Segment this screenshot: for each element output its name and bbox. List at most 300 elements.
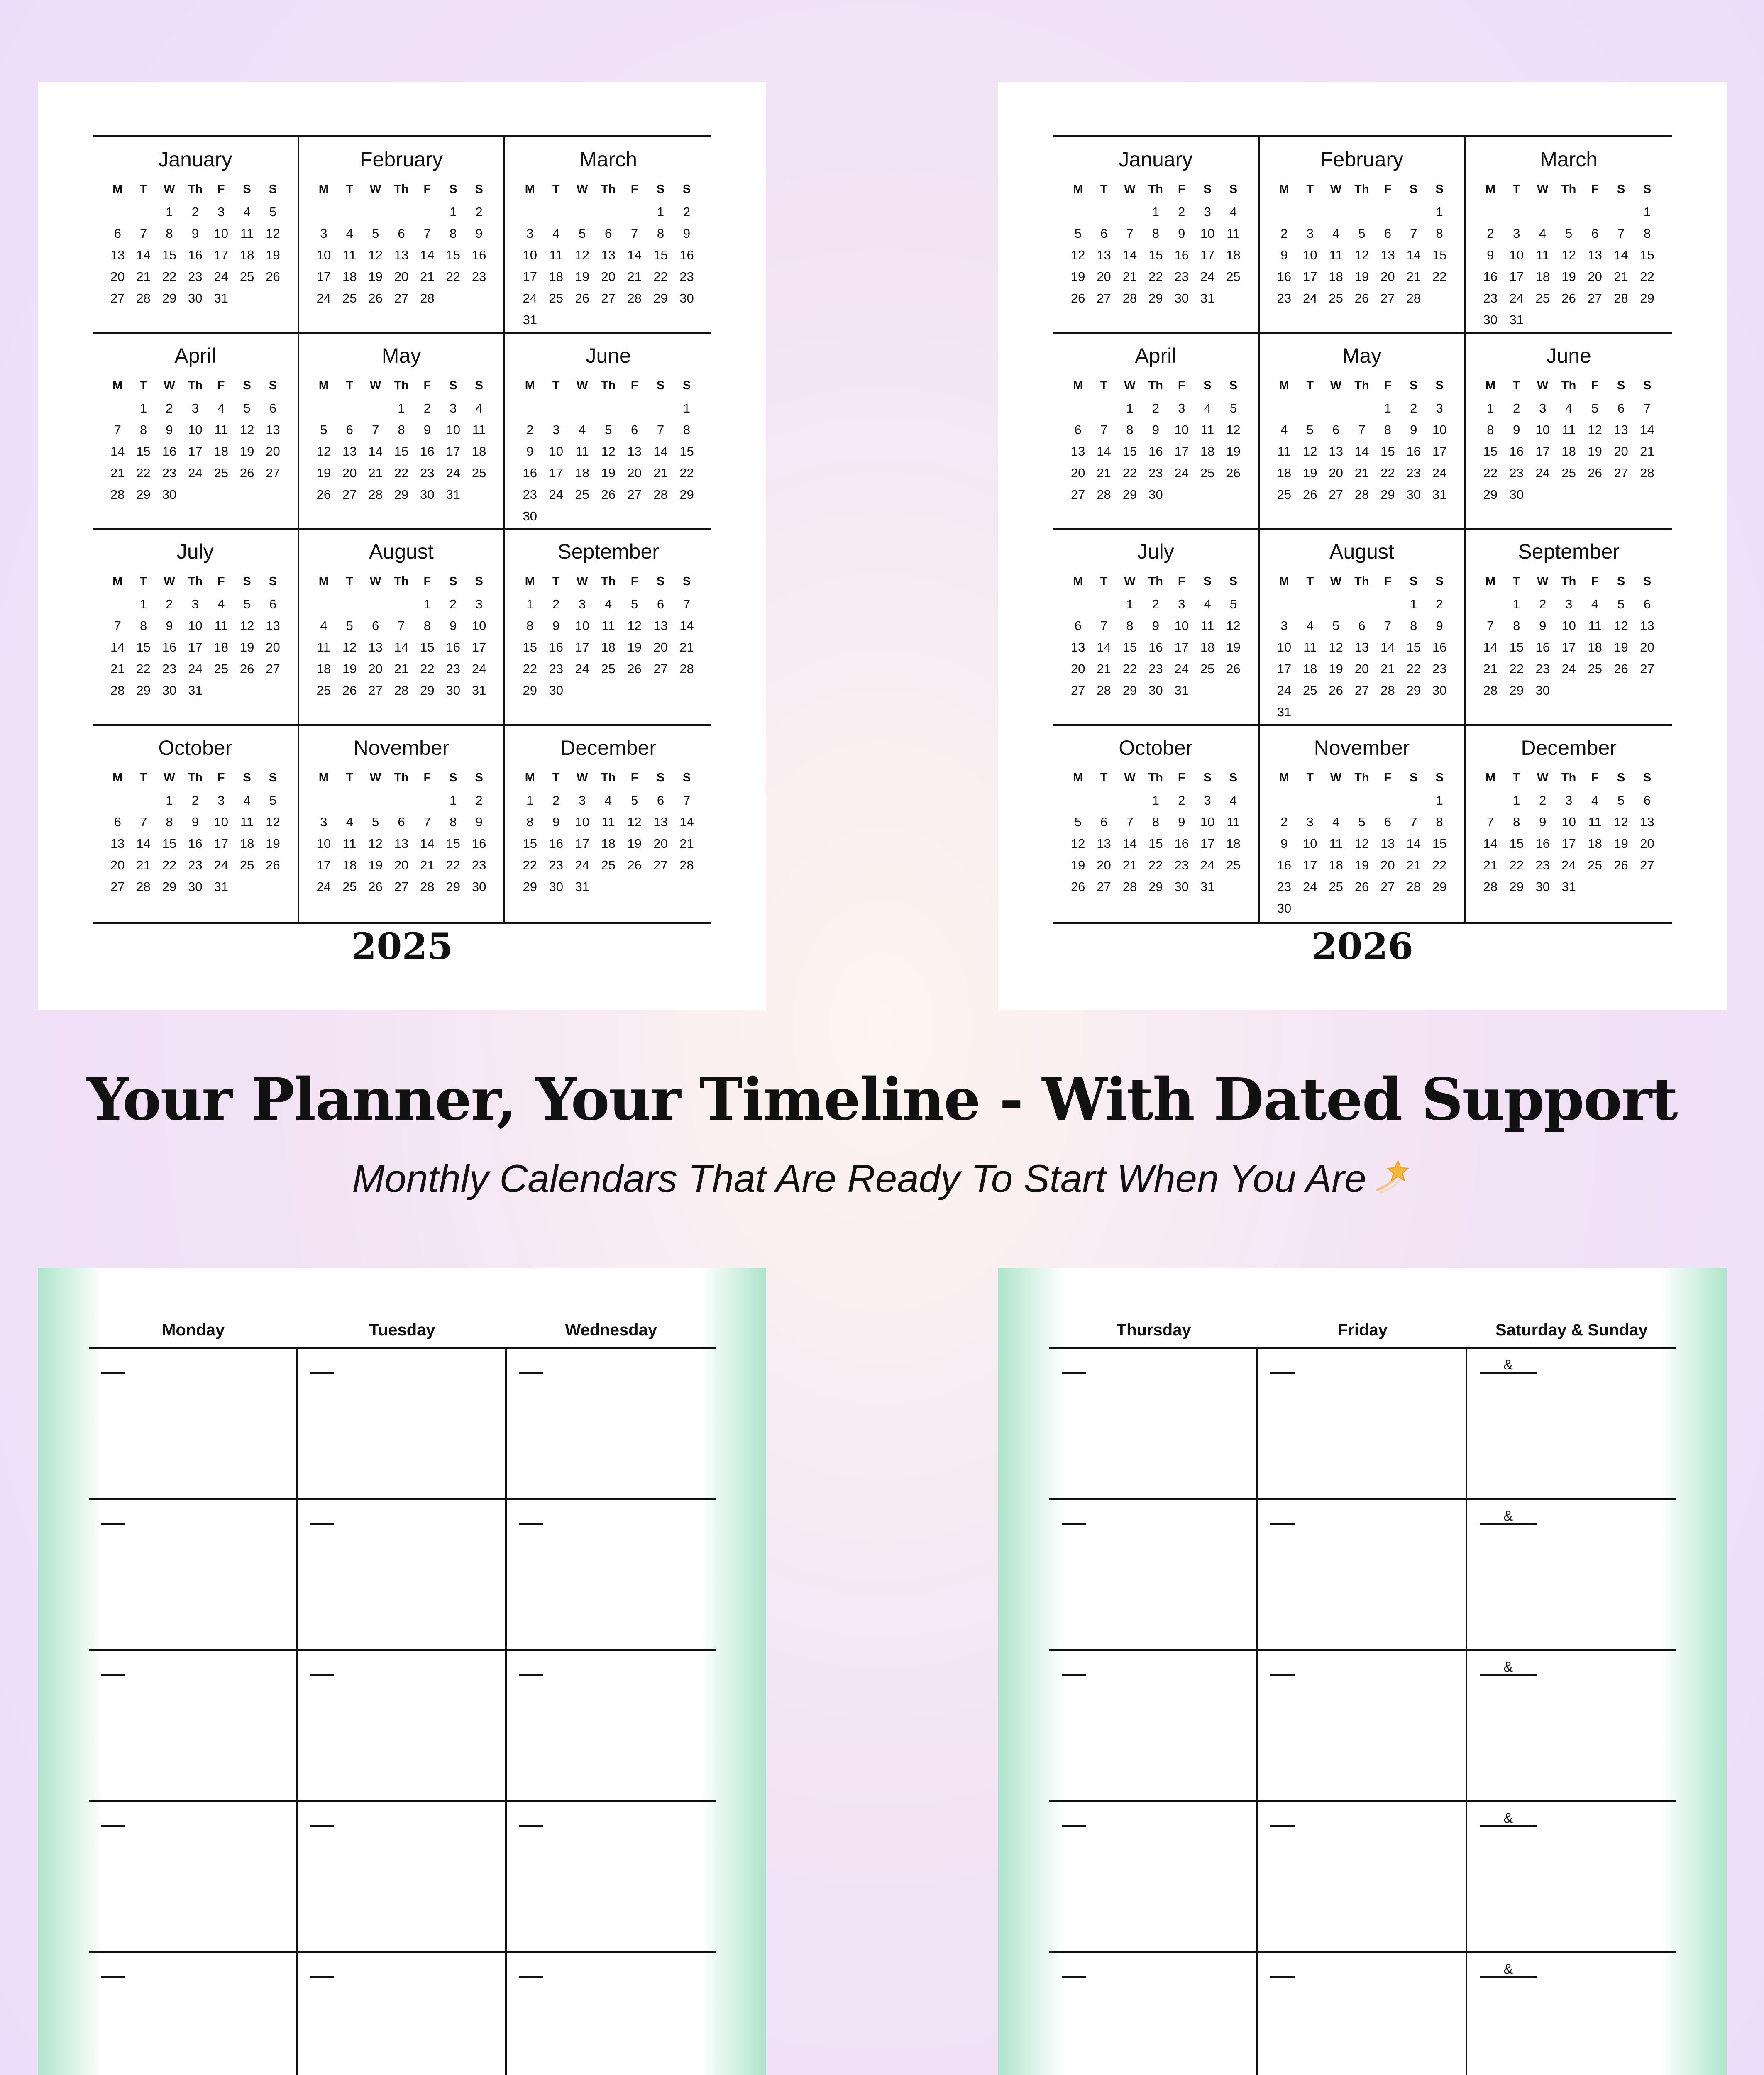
weekday-label: F bbox=[423, 183, 431, 196]
weekend-date-line: & bbox=[1480, 1359, 1537, 1374]
weekday-label: W bbox=[1330, 183, 1342, 196]
weekday-label: S bbox=[656, 771, 665, 784]
day-blank bbox=[1323, 790, 1349, 811]
day-number: 5 bbox=[630, 597, 638, 611]
day-blank bbox=[362, 593, 388, 615]
day-number: 14 bbox=[110, 444, 125, 459]
day-number: 18 bbox=[575, 465, 589, 480]
day-number: 28 bbox=[1380, 683, 1395, 698]
month-name: November bbox=[353, 736, 450, 759]
month-name: June bbox=[586, 344, 631, 367]
weekday-label: T bbox=[346, 575, 354, 588]
day-number: 4 bbox=[605, 597, 612, 611]
weekday-label: T bbox=[1100, 575, 1108, 588]
day-number: 18 bbox=[1200, 444, 1215, 459]
day-number: 4 bbox=[243, 205, 251, 219]
day-number: 16 bbox=[1148, 640, 1163, 654]
day-number: 19 bbox=[1354, 269, 1369, 284]
day-number: 21 bbox=[136, 269, 151, 284]
day-number: 10 bbox=[1174, 422, 1189, 437]
day-number: 28 bbox=[1640, 465, 1654, 480]
day-number: 28 bbox=[1354, 487, 1369, 502]
day-number: 10 bbox=[316, 836, 331, 851]
day-number: 28 bbox=[1483, 683, 1498, 698]
day-number: 3 bbox=[1513, 226, 1520, 241]
day-number: 30 bbox=[1535, 879, 1550, 894]
date-line bbox=[310, 1372, 334, 1374]
day-blank bbox=[130, 790, 156, 811]
day-number: 2 bbox=[1513, 400, 1520, 415]
day-number: 5 bbox=[243, 597, 251, 611]
day-number: 17 bbox=[472, 640, 486, 654]
day-number: 8 bbox=[526, 814, 534, 829]
day-number: 2 bbox=[1280, 226, 1288, 241]
weekday-label: T bbox=[552, 183, 560, 196]
day-number: 27 bbox=[342, 487, 357, 502]
day-number: 24 bbox=[1174, 465, 1189, 480]
date-line bbox=[1062, 1674, 1086, 1676]
day-number: 29 bbox=[523, 683, 538, 698]
day-number: 11 bbox=[1588, 814, 1602, 829]
day-number: 2 bbox=[552, 793, 560, 808]
day-number: 5 bbox=[371, 226, 379, 241]
day-cell bbox=[298, 1349, 506, 1498]
day-number: 1 bbox=[398, 400, 405, 415]
weekday-label: S bbox=[1410, 575, 1418, 588]
week-row bbox=[89, 1500, 716, 1651]
day-number: 3 bbox=[1565, 793, 1573, 808]
day-number: 4 bbox=[605, 793, 612, 808]
day-number: 6 bbox=[1100, 226, 1108, 241]
day-cell bbox=[1467, 1500, 1676, 1649]
weekday-label: S bbox=[1203, 771, 1212, 784]
day-number: 5 bbox=[1617, 597, 1625, 611]
day-number: 23 bbox=[1535, 662, 1550, 676]
day-number: 4 bbox=[346, 814, 353, 829]
year-label: 2025 bbox=[351, 925, 453, 968]
day-number: 8 bbox=[657, 226, 665, 241]
weekday-header bbox=[1477, 177, 1660, 201]
weekday-header bbox=[1477, 374, 1660, 398]
weekday-label: T bbox=[1306, 183, 1314, 196]
day-number: 7 bbox=[371, 422, 379, 437]
day-number: 30 bbox=[1535, 683, 1550, 698]
day-number: 1 bbox=[1643, 205, 1651, 219]
day-number: 7 bbox=[423, 226, 431, 241]
day-number: 27 bbox=[266, 662, 280, 676]
day-number: 28 bbox=[679, 857, 694, 872]
year-grid bbox=[93, 135, 711, 924]
day-number: 5 bbox=[1229, 597, 1237, 611]
month-name: December bbox=[1521, 736, 1617, 759]
weekday-label: Th bbox=[394, 378, 409, 392]
day-number: 1 bbox=[683, 400, 691, 415]
day-number: 4 bbox=[320, 618, 327, 633]
day-number: 29 bbox=[1122, 683, 1137, 698]
day-number: 14 bbox=[653, 444, 668, 459]
weekday-label: S bbox=[449, 771, 457, 784]
day-number: 13 bbox=[368, 640, 383, 654]
day-number: 23 bbox=[1509, 465, 1524, 480]
weekday-label: T bbox=[1512, 771, 1520, 784]
day-number: 24 bbox=[188, 662, 203, 676]
weekday-label: W bbox=[1330, 575, 1342, 588]
day-number: 17 bbox=[1432, 444, 1447, 459]
day-number: 21 bbox=[368, 465, 383, 480]
weekday-label: S bbox=[656, 378, 665, 392]
day-number: 18 bbox=[1329, 269, 1343, 284]
day-number: 31 bbox=[214, 879, 228, 894]
day-number: 21 bbox=[1097, 465, 1111, 480]
day-blank bbox=[311, 398, 337, 419]
day-number: 28 bbox=[653, 487, 668, 502]
day-number: 2 bbox=[552, 597, 560, 611]
day-number: 13 bbox=[1380, 836, 1395, 851]
day-number: 13 bbox=[601, 248, 616, 262]
day-number: 24 bbox=[1509, 291, 1524, 305]
day-number: 3 bbox=[1204, 205, 1211, 219]
month-name: November bbox=[1314, 736, 1410, 759]
day-number: 27 bbox=[1097, 291, 1111, 305]
month-january bbox=[93, 137, 299, 334]
day-number: 25 bbox=[549, 291, 563, 305]
date-line bbox=[519, 1976, 543, 1978]
date-line bbox=[310, 1523, 334, 1525]
day-number: 31 bbox=[472, 683, 486, 698]
day-number: 17 bbox=[1561, 640, 1576, 654]
day-number: 12 bbox=[239, 422, 254, 437]
day-number: 19 bbox=[1329, 662, 1343, 676]
day-grid bbox=[1065, 201, 1246, 309]
day-number: 13 bbox=[110, 836, 125, 851]
weekday-label: S bbox=[682, 378, 691, 392]
day-number: 10 bbox=[1302, 836, 1317, 851]
day-number: 13 bbox=[394, 248, 409, 262]
day-number: 1 bbox=[1436, 205, 1443, 219]
day-number: 18 bbox=[239, 248, 254, 262]
shooting-star-icon bbox=[1374, 1157, 1412, 1206]
day-number: 18 bbox=[342, 857, 357, 872]
day-number: 24 bbox=[523, 291, 538, 305]
month-july bbox=[1053, 530, 1260, 726]
day-number: 7 bbox=[1100, 422, 1108, 437]
day-number: 6 bbox=[657, 793, 665, 808]
day-number: 11 bbox=[343, 836, 357, 851]
day-number: 14 bbox=[1122, 836, 1137, 851]
weekday-label: Th bbox=[1561, 183, 1576, 196]
day-number: 20 bbox=[653, 836, 668, 851]
day-number: 5 bbox=[1617, 793, 1625, 808]
day-number: 14 bbox=[1406, 836, 1421, 851]
week-row bbox=[89, 1953, 716, 2075]
day-number: 21 bbox=[679, 640, 694, 654]
month-name: February bbox=[359, 148, 443, 171]
day-number: 8 bbox=[398, 422, 405, 437]
day-number: 11 bbox=[601, 618, 615, 633]
day-number: 1 bbox=[1436, 793, 1443, 808]
day-number: 12 bbox=[1302, 444, 1317, 459]
day-number: 26 bbox=[368, 291, 383, 305]
day-number: 30 bbox=[1277, 901, 1292, 915]
day-number: 20 bbox=[394, 269, 409, 284]
day-number: 28 bbox=[1097, 683, 1111, 698]
weekly-planner-left bbox=[38, 1268, 766, 2075]
day-number: 16 bbox=[1277, 857, 1292, 872]
day-number: 12 bbox=[1329, 640, 1343, 654]
day-number: 6 bbox=[1074, 618, 1082, 633]
day-number: 16 bbox=[1509, 444, 1524, 459]
day-number: 26 bbox=[1226, 465, 1241, 480]
day-number: 25 bbox=[239, 857, 254, 872]
weekday-label: T bbox=[552, 575, 560, 588]
day-number: 24 bbox=[1561, 662, 1576, 676]
day-number: 24 bbox=[1432, 465, 1447, 480]
weekday-label: M bbox=[1279, 575, 1289, 588]
day-cell bbox=[298, 1953, 506, 2075]
day-number: 5 bbox=[1229, 400, 1237, 415]
day-number: 15 bbox=[1122, 640, 1137, 654]
weekday-label: M bbox=[318, 575, 329, 588]
day-grid bbox=[1271, 201, 1453, 309]
day-number: 20 bbox=[266, 444, 280, 459]
day-number: 6 bbox=[605, 226, 612, 241]
day-number: 29 bbox=[1122, 487, 1137, 502]
day-number: 20 bbox=[1329, 465, 1343, 480]
day-number: 16 bbox=[1174, 248, 1189, 262]
day-number: 22 bbox=[1509, 857, 1524, 872]
day-blank bbox=[388, 790, 414, 811]
day-number: 11 bbox=[240, 814, 254, 829]
day-number: 1 bbox=[1410, 597, 1417, 611]
column-tuesday: Tuesday bbox=[369, 1321, 435, 1339]
day-number: 6 bbox=[1643, 793, 1651, 808]
weekend-date-line: & bbox=[1480, 1963, 1537, 1978]
day-number: 30 bbox=[523, 508, 538, 523]
day-number: 21 bbox=[1097, 662, 1111, 676]
day-number: 27 bbox=[1329, 487, 1343, 502]
day-number: 8 bbox=[1410, 618, 1417, 633]
day-number: 14 bbox=[1380, 640, 1395, 654]
day-number: 27 bbox=[653, 857, 668, 872]
day-number: 26 bbox=[1302, 487, 1317, 502]
day-number: 19 bbox=[627, 640, 642, 654]
day-number: 22 bbox=[1406, 662, 1421, 676]
day-number: 15 bbox=[162, 836, 177, 851]
day-number: 12 bbox=[627, 814, 642, 829]
day-number: 16 bbox=[472, 248, 486, 262]
weekday-label: T bbox=[552, 378, 560, 392]
day-number: 16 bbox=[1148, 444, 1163, 459]
weekday-label: S bbox=[682, 771, 691, 784]
day-number: 7 bbox=[398, 618, 405, 633]
day-number: 16 bbox=[1535, 836, 1550, 851]
day-number: 18 bbox=[1302, 662, 1317, 676]
day-number: 8 bbox=[139, 422, 147, 437]
day-number: 29 bbox=[679, 487, 694, 502]
weekday-label: F bbox=[217, 771, 225, 784]
column-friday: Friday bbox=[1337, 1321, 1388, 1339]
day-number: 7 bbox=[1100, 618, 1108, 633]
day-number: 25 bbox=[1200, 465, 1215, 480]
weekday-label: S bbox=[449, 575, 457, 588]
day-number: 13 bbox=[1640, 618, 1654, 633]
day-number: 17 bbox=[446, 444, 460, 459]
day-number: 31 bbox=[575, 879, 589, 894]
day-cell bbox=[1467, 1802, 1676, 1951]
day-number: 25 bbox=[342, 291, 357, 305]
day-number: 2 bbox=[1410, 400, 1417, 415]
day-number: 3 bbox=[475, 597, 483, 611]
weekday-label: S bbox=[243, 771, 251, 784]
day-grid bbox=[311, 593, 492, 701]
day-number: 19 bbox=[239, 640, 254, 654]
day-number: 21 bbox=[679, 836, 694, 851]
weekday-label: S bbox=[269, 378, 277, 392]
day-number: 4 bbox=[1591, 597, 1599, 611]
day-number: 1 bbox=[657, 205, 665, 219]
day-blank bbox=[337, 790, 362, 811]
day-number: 7 bbox=[657, 422, 665, 437]
day-cell bbox=[298, 1500, 506, 1649]
day-number: 10 bbox=[549, 444, 563, 459]
day-number: 17 bbox=[575, 836, 589, 851]
day-blank bbox=[1271, 790, 1297, 811]
day-blank bbox=[1117, 201, 1143, 223]
day-blank bbox=[1065, 790, 1091, 811]
day-number: 2 bbox=[1539, 793, 1547, 808]
day-number: 23 bbox=[472, 269, 486, 284]
weekday-label: S bbox=[269, 575, 277, 588]
day-number: 14 bbox=[368, 444, 383, 459]
weekday-label: W bbox=[1330, 378, 1342, 392]
day-number: 26 bbox=[1354, 879, 1369, 894]
weekday-header bbox=[1477, 569, 1660, 593]
weekday-label: S bbox=[1435, 575, 1444, 588]
day-number: 21 bbox=[1640, 444, 1654, 459]
weekday-header bbox=[311, 766, 492, 790]
day-blank bbox=[388, 201, 414, 223]
day-number: 2 bbox=[191, 793, 199, 808]
day-grid bbox=[517, 398, 700, 527]
date-line bbox=[1270, 1825, 1295, 1827]
day-number: 19 bbox=[239, 444, 254, 459]
day-number: 11 bbox=[1200, 422, 1214, 437]
weekday-label: S bbox=[1617, 378, 1625, 392]
day-number: 5 bbox=[1591, 400, 1599, 415]
day-blank bbox=[1297, 201, 1323, 223]
day-number: 21 bbox=[1380, 662, 1395, 676]
day-grid bbox=[311, 398, 492, 505]
day-number: 19 bbox=[316, 465, 331, 480]
day-number: 27 bbox=[1070, 683, 1085, 698]
day-number: 15 bbox=[523, 640, 538, 654]
day-number: 23 bbox=[1483, 291, 1498, 305]
day-number: 28 bbox=[1097, 487, 1111, 502]
weekday-label: W bbox=[369, 183, 381, 196]
day-number: 26 bbox=[1561, 291, 1576, 305]
day-number: 2 bbox=[191, 205, 199, 219]
day-number: 24 bbox=[1302, 879, 1317, 894]
day-number: 21 bbox=[1354, 465, 1369, 480]
day-cell bbox=[298, 1802, 506, 1951]
day-number: 31 bbox=[188, 683, 203, 698]
weekday-label: S bbox=[656, 575, 665, 588]
day-number: 4 bbox=[1591, 793, 1599, 808]
day-number: 29 bbox=[136, 683, 151, 698]
day-number: 13 bbox=[1588, 248, 1602, 262]
day-number: 18 bbox=[239, 836, 254, 851]
day-number: 9 bbox=[1513, 422, 1520, 437]
month-may bbox=[1260, 334, 1466, 530]
day-number: 22 bbox=[1122, 465, 1137, 480]
weekday-label: S bbox=[1410, 771, 1418, 784]
day-blank bbox=[1271, 593, 1297, 615]
day-number: 22 bbox=[162, 857, 177, 872]
day-number: 7 bbox=[1126, 814, 1134, 829]
date-line bbox=[101, 1976, 125, 1978]
day-number: 8 bbox=[526, 618, 534, 633]
day-number: 18 bbox=[1329, 857, 1343, 872]
day-number: 9 bbox=[1152, 422, 1159, 437]
day-number: 22 bbox=[394, 465, 409, 480]
day-number: 19 bbox=[266, 836, 280, 851]
day-number: 20 bbox=[1097, 269, 1111, 284]
day-number: 10 bbox=[1535, 422, 1550, 437]
day-number: 1 bbox=[139, 400, 147, 415]
weekday-header bbox=[105, 766, 286, 790]
day-number: 15 bbox=[1432, 836, 1447, 851]
day-number: 4 bbox=[1565, 400, 1573, 415]
weekday-label: M bbox=[525, 575, 535, 588]
weekday-label: S bbox=[1617, 771, 1625, 784]
day-number: 14 bbox=[420, 836, 435, 851]
weekday-label: S bbox=[1435, 378, 1444, 392]
day-blank bbox=[1297, 398, 1323, 419]
day-number: 29 bbox=[523, 879, 538, 894]
weekday-label: S bbox=[1229, 575, 1238, 588]
day-number: 12 bbox=[1354, 836, 1369, 851]
day-number: 9 bbox=[1539, 618, 1547, 633]
day-cell bbox=[507, 1500, 716, 1649]
weekly-rows bbox=[89, 1349, 716, 2075]
day-number: 11 bbox=[214, 422, 228, 437]
day-number: 27 bbox=[1070, 487, 1085, 502]
day-number: 10 bbox=[472, 618, 486, 633]
month-november bbox=[299, 726, 506, 922]
day-blank bbox=[1556, 201, 1582, 223]
day-number: 19 bbox=[266, 248, 280, 262]
weekday-label: S bbox=[243, 183, 251, 196]
day-number: 13 bbox=[653, 618, 668, 633]
weekday-label: Th bbox=[188, 575, 203, 588]
date-line bbox=[1062, 1523, 1086, 1525]
day-number: 12 bbox=[1070, 836, 1085, 851]
day-number: 1 bbox=[166, 793, 173, 808]
day-cell bbox=[507, 1349, 716, 1498]
day-number: 22 bbox=[1148, 269, 1163, 284]
day-number: 26 bbox=[575, 291, 589, 305]
day-number: 29 bbox=[420, 683, 435, 698]
weekend-date-line: & bbox=[1480, 1661, 1537, 1676]
day-number: 13 bbox=[342, 444, 357, 459]
day-cell bbox=[507, 1802, 716, 1951]
day-cell bbox=[1049, 1500, 1258, 1649]
day-blank bbox=[1503, 201, 1529, 223]
day-number: 7 bbox=[114, 422, 121, 437]
day-number: 1 bbox=[1487, 400, 1494, 415]
day-blank bbox=[543, 398, 569, 419]
day-number: 27 bbox=[1380, 291, 1395, 305]
